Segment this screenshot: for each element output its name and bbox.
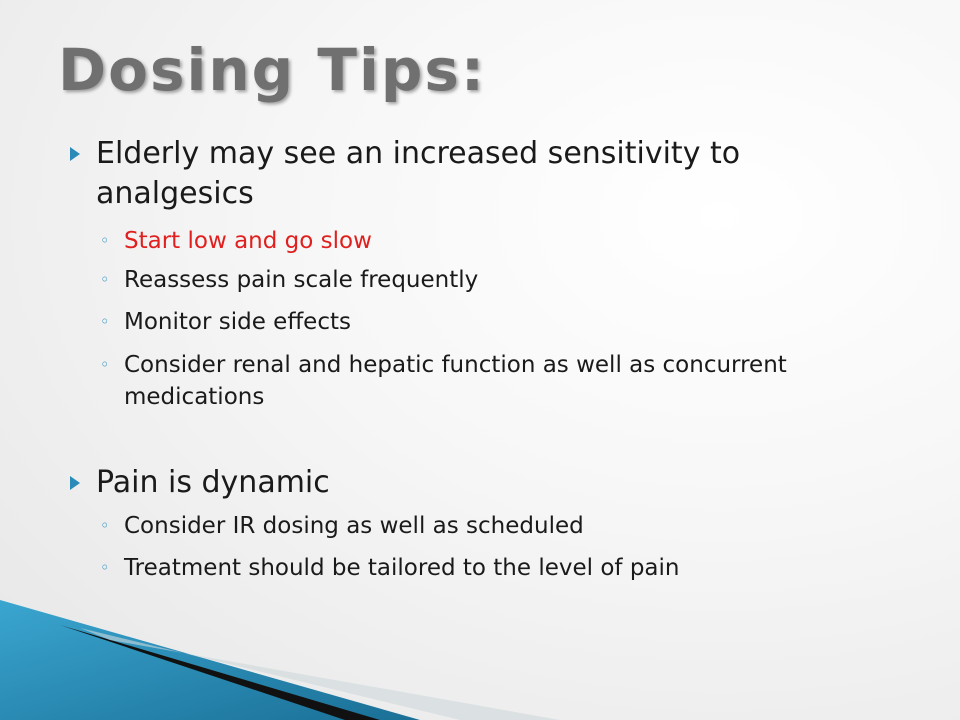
ring-icon: ◦	[100, 312, 110, 331]
bullet-item: Pain is dynamic	[96, 465, 330, 500]
triangle-right-icon	[68, 463, 82, 503]
subbullet-item: Reassess pain scale frequently	[124, 267, 479, 293]
subbullet-item: Start low and go slow	[124, 228, 372, 254]
ring-icon: ◦	[100, 355, 110, 374]
ring-icon: ◦	[100, 516, 110, 535]
subbullet-item: Consider IR dosing as well as scheduled	[124, 513, 584, 539]
subbullet-item: Treatment should be tailored to the level of pain	[124, 555, 680, 581]
slide-title: Dosing Tips:	[58, 36, 487, 104]
triangle-right-icon	[68, 134, 82, 174]
teal-wedge	[0, 600, 420, 720]
subbullet-item: Monitor side effects	[124, 309, 351, 335]
ring-icon: ◦	[100, 558, 110, 577]
ring-icon: ◦	[100, 231, 110, 250]
bullet-item: Elderly may see an increased sensitivity to analgesics	[96, 136, 741, 211]
subbullet-item: Consider renal and hepatic function as well as concurrent medications	[124, 352, 787, 410]
ring-icon: ◦	[100, 270, 110, 289]
